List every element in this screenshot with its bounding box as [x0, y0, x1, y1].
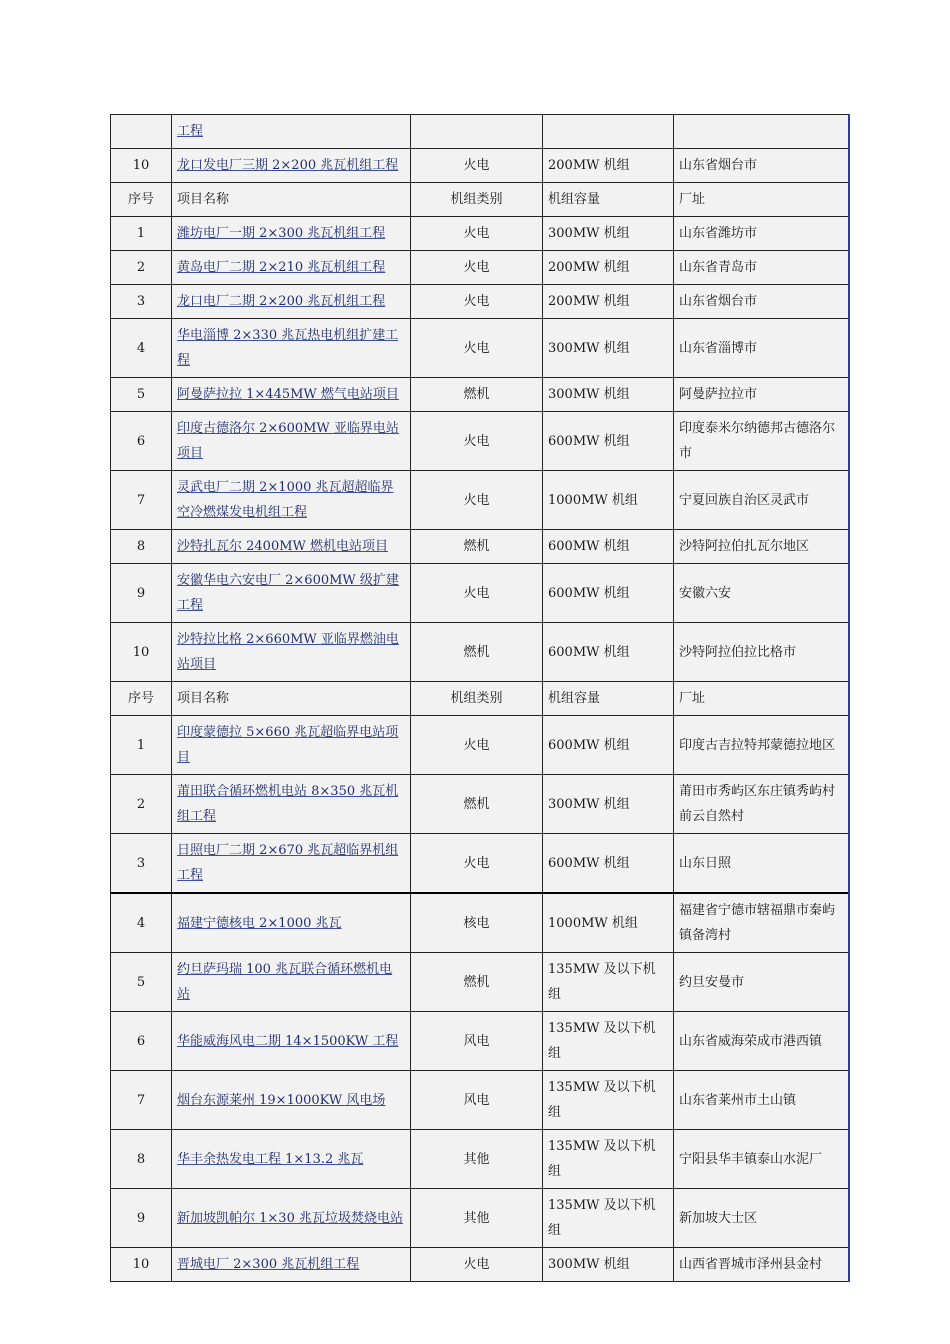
row-capacity: 135MW 及以下机组: [543, 1071, 674, 1130]
table-row: [111, 1130, 849, 1189]
table-row: [111, 1012, 849, 1071]
row-category: 火电: [411, 1248, 543, 1282]
project-table: [110, 114, 850, 1282]
row-site: 宁阳县华丰镇泰山水泥厂: [674, 1130, 849, 1189]
row-site: 山东省威海荣成市港西镇: [674, 1012, 849, 1071]
table-row: [111, 412, 849, 471]
row-site: 山西省晋城市泽州县金村: [674, 1248, 849, 1282]
row-project-name: [172, 217, 411, 251]
row-project-name: [172, 285, 411, 319]
project-name-link[interactable]: 龙口发电厂三期 2×200 兆瓦机组工程: [177, 158, 399, 173]
row-category: 燃机: [411, 378, 543, 412]
header-category: 机组类别: [411, 682, 543, 716]
table-body: [111, 115, 849, 1282]
row-project-name: [172, 564, 411, 623]
row-category: 燃机: [411, 623, 543, 682]
header-category: 机组类别: [411, 183, 543, 217]
row-project-name: [172, 149, 411, 183]
row-category: 火电: [411, 285, 543, 319]
row-site: 印度泰米尔纳德邦古德洛尔市: [674, 412, 849, 471]
table-row: [111, 149, 849, 183]
row-project-name: [172, 1012, 411, 1071]
row-site: 山东省潍坊市: [674, 217, 849, 251]
row-site: 沙特阿拉伯扎瓦尔地区: [674, 530, 849, 564]
row-category: 燃机: [411, 953, 543, 1012]
row-category: 火电: [411, 149, 543, 183]
row-capacity: 600MW 机组: [543, 564, 674, 623]
row-capacity: 135MW 及以下机组: [543, 1012, 674, 1071]
table-header-row: [111, 682, 849, 716]
row-category: 火电: [411, 319, 543, 378]
project-name-link[interactable]: 龙口电厂二期 2×200 兆瓦机组工程: [177, 294, 386, 309]
project-name-link[interactable]: 日照电厂二期 2×670 兆瓦超临界机组工程: [177, 843, 399, 883]
row-no: 3: [111, 285, 172, 319]
row-project-name: [172, 471, 411, 530]
row-capacity: 135MW 及以下机组: [543, 1130, 674, 1189]
table-row: [111, 251, 849, 285]
row-category: [411, 115, 543, 149]
row-no: 10: [111, 623, 172, 682]
row-category: 风电: [411, 1012, 543, 1071]
row-capacity: 1000MW 机组: [543, 893, 674, 953]
row-category: 火电: [411, 251, 543, 285]
table-row: [111, 564, 849, 623]
row-capacity: 300MW 机组: [543, 217, 674, 251]
row-site: 山东省莱州市土山镇: [674, 1071, 849, 1130]
row-capacity: 300MW 机组: [543, 1248, 674, 1282]
project-name-link[interactable]: 华能威海风电二期 14×1500KW 工程: [177, 1033, 399, 1049]
row-site: 安徽六安: [674, 564, 849, 623]
row-capacity: 600MW 机组: [543, 834, 674, 894]
row-no: 4: [111, 893, 172, 953]
project-name-link[interactable]: 约旦萨玛瑞 100 兆瓦联合循环燃机电站: [177, 962, 393, 1002]
row-site: 山东日照: [674, 834, 849, 894]
table-row: [111, 319, 849, 378]
project-name-link[interactable]: 工程: [177, 124, 204, 139]
row-site: 沙特阿拉伯拉比格市: [674, 623, 849, 682]
row-project-name: [172, 834, 411, 894]
row-category: 风电: [411, 1071, 543, 1130]
table-row: [111, 893, 849, 953]
row-capacity: 600MW 机组: [543, 716, 674, 775]
project-name-link[interactable]: 潍坊电厂一期 2×300 兆瓦机组工程: [177, 226, 386, 241]
table-row: [111, 834, 849, 894]
project-name-link[interactable]: 晋城电厂 2×300 兆瓦机组工程: [177, 1257, 360, 1272]
project-name-link[interactable]: 莆田联合循环燃机电站 8×350 兆瓦机组工程: [177, 784, 399, 824]
row-category: 火电: [411, 412, 543, 471]
row-no: 8: [111, 530, 172, 564]
row-project-name: [172, 893, 411, 953]
row-category: 火电: [411, 217, 543, 251]
row-no: 10: [111, 149, 172, 183]
row-project-name: [172, 775, 411, 834]
row-no: 7: [111, 471, 172, 530]
row-capacity: 300MW 机组: [543, 378, 674, 412]
row-no: 4: [111, 319, 172, 378]
row-project-name: [172, 623, 411, 682]
table-row: [111, 471, 849, 530]
header-site: 厂址: [674, 682, 849, 716]
table-row: [111, 775, 849, 834]
row-no: 8: [111, 1130, 172, 1189]
row-no: 2: [111, 251, 172, 285]
row-capacity: 1000MW 机组: [543, 471, 674, 530]
table-row: [111, 285, 849, 319]
header-no: 序号: [111, 183, 172, 217]
row-no: 10: [111, 1248, 172, 1282]
row-no: [111, 115, 172, 149]
row-category: 核电: [411, 893, 543, 953]
row-no: 3: [111, 834, 172, 894]
row-project-name: [172, 251, 411, 285]
row-no: 5: [111, 378, 172, 412]
row-capacity: 600MW 机组: [543, 412, 674, 471]
project-name-link[interactable]: 阿曼萨拉拉 1×445MW 燃气电站项目: [177, 387, 399, 402]
row-project-name: [172, 412, 411, 471]
row-project-name: [172, 1248, 411, 1282]
row-no: 7: [111, 1071, 172, 1130]
row-category: 火电: [411, 716, 543, 775]
row-category: 火电: [411, 564, 543, 623]
row-category: 燃机: [411, 530, 543, 564]
row-category: 火电: [411, 471, 543, 530]
row-capacity: [543, 115, 674, 149]
table-header-row: [111, 183, 849, 217]
table-row: [111, 378, 849, 412]
row-site: 宁夏回族自治区灵武市: [674, 471, 849, 530]
row-capacity: 200MW 机组: [543, 251, 674, 285]
row-project-name: [172, 953, 411, 1012]
row-site: 阿曼萨拉拉市: [674, 378, 849, 412]
row-capacity: 600MW 机组: [543, 530, 674, 564]
row-site: 山东省淄博市: [674, 319, 849, 378]
row-project-name: [172, 716, 411, 775]
project-name-link[interactable]: 华电淄博 2×330 兆瓦热电机组扩建工程: [177, 328, 399, 368]
project-name-link[interactable]: 新加坡凯帕尔 1×30 兆瓦垃圾焚烧电站: [177, 1210, 403, 1226]
row-project-name: [172, 378, 411, 412]
row-site: 山东省烟台市: [674, 285, 849, 319]
row-site: 约旦安曼市: [674, 953, 849, 1012]
table-row: [111, 623, 849, 682]
row-site: 福建省宁德市辖福鼎市秦屿镇备湾村: [674, 893, 849, 953]
row-project-name: [172, 319, 411, 378]
row-site: [674, 115, 849, 149]
row-site: 山东省青岛市: [674, 251, 849, 285]
row-site: 山东省烟台市: [674, 149, 849, 183]
project-name-link[interactable]: 沙特扎瓦尔 2400MW 燃机电站项目: [177, 539, 389, 554]
project-name-link[interactable]: 灵武电厂二期 2×1000 兆瓦超超临界空冷燃煤发电机组工程: [177, 480, 394, 520]
row-project-name: [172, 1071, 411, 1130]
row-no: 1: [111, 716, 172, 775]
row-project-name: [172, 530, 411, 564]
row-category: 燃机: [411, 775, 543, 834]
row-site: 印度古吉拉特邦蒙德拉地区: [674, 716, 849, 775]
row-category: 其他: [411, 1130, 543, 1189]
row-category: 火电: [411, 834, 543, 894]
project-name-link[interactable]: 烟台东源莱州 19×1000KW 风电场: [177, 1092, 386, 1108]
table-row: [111, 1189, 849, 1248]
row-site: 新加坡大士区: [674, 1189, 849, 1248]
row-no: 6: [111, 1012, 172, 1071]
row-capacity: 300MW 机组: [543, 775, 674, 834]
row-no: 5: [111, 953, 172, 1012]
row-no: 9: [111, 564, 172, 623]
table-row: [111, 217, 849, 251]
row-project-name: [172, 115, 411, 149]
project-name-link[interactable]: 黄岛电厂二期 2×210 兆瓦机组工程: [177, 260, 386, 275]
project-name-link[interactable]: 华丰余热发电工程 1×13.2 兆瓦: [177, 1151, 364, 1167]
table-row: [111, 953, 849, 1012]
header-capacity: 机组容量: [543, 183, 674, 217]
header-capacity: 机组容量: [543, 682, 674, 716]
project-name-link[interactable]: 福建宁德核电 2×1000 兆瓦: [177, 915, 342, 931]
row-project-name: [172, 1189, 411, 1248]
header-site: 厂址: [674, 183, 849, 217]
row-capacity: 200MW 机组: [543, 149, 674, 183]
row-capacity: 135MW 及以下机组: [543, 1189, 674, 1248]
project-name-link[interactable]: 印度蒙德拉 5×660 兆瓦超临界电站项目: [177, 725, 399, 765]
table-row: [111, 1071, 849, 1130]
row-capacity: 200MW 机组: [543, 285, 674, 319]
row-project-name: [172, 1130, 411, 1189]
row-no: 2: [111, 775, 172, 834]
row-site: 莆田市秀屿区东庄镇秀屿村前云自然村: [674, 775, 849, 834]
table-row: [111, 1248, 849, 1282]
header-name: 项目名称: [172, 183, 411, 217]
row-no: 9: [111, 1189, 172, 1248]
row-capacity: 135MW 及以下机组: [543, 953, 674, 1012]
header-name: 项目名称: [172, 682, 411, 716]
row-no: 1: [111, 217, 172, 251]
row-no: 6: [111, 412, 172, 471]
header-no: 序号: [111, 682, 172, 716]
table-row: [111, 716, 849, 775]
project-name-link[interactable]: 印度古德洛尔 2×600MW 亚临界电站项目: [177, 421, 399, 461]
project-name-link[interactable]: 安徽华电六安电厂 2×600MW 级扩建工程: [177, 573, 399, 613]
row-category: 其他: [411, 1189, 543, 1248]
row-capacity: 300MW 机组: [543, 319, 674, 378]
table-row: [111, 530, 849, 564]
project-name-link[interactable]: 沙特拉比格 2×660MW 亚临界燃油电站项目: [177, 632, 399, 672]
table-row: [111, 115, 849, 149]
row-capacity: 600MW 机组: [543, 623, 674, 682]
